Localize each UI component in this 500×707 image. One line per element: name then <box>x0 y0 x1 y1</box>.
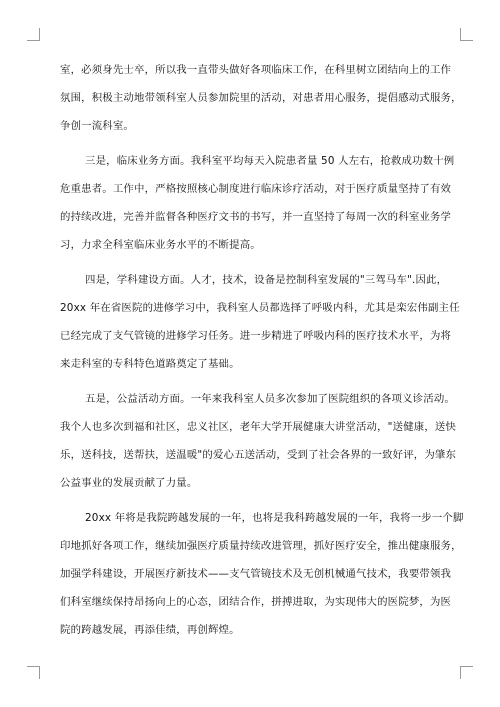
text-line: 乐，送科技，送帮扶，送温暖"的爱心五送活动，受到了社会各界的一致好评，为肇东 <box>60 449 457 461</box>
text-line: 室，必须身先士卒，所以我一直带头做好各项临床工作，在科里树立团结向上的工作 <box>60 64 452 76</box>
text-line: 我个人也多次到福和社区，忠义社区，老年大学开展健康大讲堂活动，"送健康，送快 <box>60 421 457 433</box>
paragraph-start-line: 三是，临床业务方面。我科室平均每天入院患者量 50 人左右，抢救成功数十例 <box>85 155 455 167</box>
crop-mark-bottom-right <box>460 666 473 679</box>
text-line: 20xx 年在省医院的进修学习中，我科室人员都选择了呼吸内科，尤其是栾宏伟副主任 <box>60 302 460 314</box>
crop-mark-top-left <box>27 28 40 41</box>
text-line: 来走科室的专科特色道路奠定了基础。 <box>60 358 240 370</box>
text-line: 危重患者。工作中，严格按照核心制度进行临床诊疗活动，对于医疗质量坚持了有效 <box>60 183 452 195</box>
text-line: 加强学科建设，开展医疗新技术——支气管镜技术及无创机械通气技术，我要带领我 <box>60 568 452 580</box>
text-line: 争创一流科室。 <box>60 120 134 132</box>
paragraph-start-line: 20xx 年将是我院跨越发展的一年，也将是我科跨越发展的一年，我将一步一个脚 <box>85 512 464 524</box>
text-line: 氛围，积极主动地带领科室人员参加院里的活动，对患者用心服务，提倡感动式服务， <box>60 92 462 104</box>
text-line: 的持续改进，完善并监督各种医疗文书的书写，并一直坚持了每周一次的科室业务学 <box>60 211 452 223</box>
crop-mark-top-right <box>460 28 473 41</box>
text-line: 院的跨越发展，再添佳绩，再创辉煌。 <box>60 624 240 636</box>
paragraph-start-line: 四是，学科建设方面。人才，技术，设备是控制科室发展的"三驾马车".因此， <box>85 274 448 286</box>
text-line: 习，力求全科室临床业务水平的不断提高。 <box>60 239 261 251</box>
text-line: 印地抓好各项工作，继续加强医疗质量持续改进管理，抓好医疗安全，推出健康服务， <box>60 540 462 552</box>
crop-mark-bottom-left <box>27 666 40 679</box>
text-line: 们科室继续保持昂扬向上的心态，团结合作，拼搏进取，为实现伟大的医院梦，为医 <box>60 596 452 608</box>
text-line: 公益事业的发展贡献了力量。 <box>60 477 198 489</box>
text-line: 已经完成了支气管镜的进修学习任务。进一步精进了呼吸内科的医疗技术水平，为将 <box>60 330 452 342</box>
paragraph-start-line: 五是，公益活动方面。一年来我科室人员多次参加了医院组织的各项义诊活动。 <box>85 393 455 405</box>
